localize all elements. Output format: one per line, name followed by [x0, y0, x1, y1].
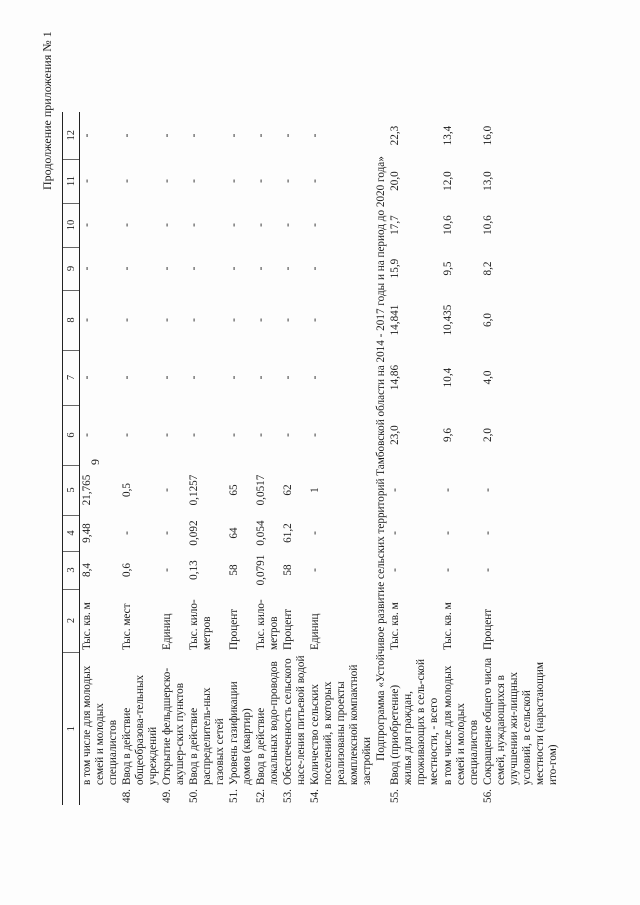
value-cell: 0,0517: [255, 474, 267, 506]
value-cell: -: [121, 433, 133, 437]
indicator-name: Уровень газификации домов (квартир): [228, 681, 253, 786]
value-cell: -: [81, 133, 93, 138]
value-cell: -: [282, 318, 294, 322]
value-cell: -: [188, 266, 200, 271]
value-cell: -: [188, 223, 200, 227]
value-cell: 20,0: [389, 171, 401, 191]
table-row: [187, 112, 227, 805]
value-cell: -: [309, 223, 321, 227]
value-cell: -: [188, 433, 200, 437]
unit-of-measure: Тыс. кв. м: [81, 602, 93, 651]
unit-of-measure: Тыс. кв. м: [389, 602, 401, 651]
value-cell: 8,2: [482, 261, 494, 276]
table-row: [160, 112, 187, 805]
value-cell: -: [309, 531, 321, 535]
value-cell: -: [255, 266, 267, 271]
value-cell: -: [188, 375, 200, 380]
value-cell: 9,48: [81, 523, 93, 543]
value-cell: 0,092: [188, 520, 200, 546]
value-cell: 14,86: [389, 364, 401, 391]
value-cell: 0,0791: [255, 554, 267, 586]
value-cell: 0,13: [188, 560, 200, 580]
value-cell: 4,0: [482, 370, 494, 385]
value-cell: -: [442, 488, 454, 492]
indicator-name: в том числе для молодых семей и молодых специалистов: [442, 665, 480, 786]
value-cell: -: [282, 223, 294, 227]
indicator-name: Сокращение общего числа семей, нуждающихся в улучшении жи-лищных условий, в сельской местности (нарастающим ито-гом): [482, 657, 559, 786]
value-cell: -: [161, 433, 173, 437]
value-cell: -: [309, 133, 321, 138]
row-number: [80, 787, 121, 805]
value-cell: -: [228, 266, 240, 271]
continuation-label: Продолжение приложения № 1: [40, 31, 54, 190]
unit-of-measure: Процент: [228, 608, 240, 651]
value-cell: -: [309, 375, 321, 380]
value-cell: -: [121, 133, 133, 138]
column-header: 10: [63, 203, 80, 247]
value-cell: -: [81, 266, 93, 271]
indicator-name: Открытие фельдшерско-акушер-ских пунктов: [161, 667, 186, 786]
value-cell: -: [282, 133, 294, 138]
value-cell: -: [228, 133, 240, 138]
value-cell: -: [389, 568, 401, 572]
value-cell: -: [255, 318, 267, 322]
unit-of-measure: Тыс. кило-метров: [188, 599, 213, 651]
value-cell: 21,765: [81, 474, 93, 506]
value-cell: 8,4: [81, 563, 93, 578]
value-cell: 58: [282, 564, 294, 576]
indicator-table: [62, 112, 560, 805]
unit-of-measure: Единиц: [309, 613, 321, 651]
column-header: 4: [63, 515, 80, 551]
table-row: [441, 112, 481, 805]
value-cell: 58: [228, 564, 240, 576]
value-cell: 16,0: [482, 125, 494, 146]
row-number: 48.: [121, 789, 133, 803]
value-cell: -: [121, 318, 133, 322]
value-cell: -: [309, 568, 321, 572]
indicator-name: в том числе для молодых семей и молодых специалистов: [81, 665, 119, 786]
value-cell: -: [282, 266, 294, 271]
value-cell: -: [161, 488, 173, 492]
row-number: 56.: [482, 789, 494, 803]
value-cell: -: [81, 433, 93, 437]
row-number: 49.: [161, 789, 173, 803]
value-cell: 9,5: [442, 261, 454, 276]
value-cell: 22,3: [389, 125, 401, 146]
column-header: 1: [63, 652, 80, 805]
unit-of-measure: Единиц: [161, 613, 173, 651]
column-header: 5: [63, 465, 80, 515]
column-header: 6: [63, 405, 80, 465]
column-header: 11: [63, 159, 80, 203]
value-cell: 62: [282, 484, 294, 496]
value-cell: -: [81, 375, 93, 380]
value-cell: 10,4: [442, 367, 454, 388]
column-header: 12: [63, 112, 80, 159]
table-row: [227, 112, 254, 805]
indicator-name: Ввод в действие локальных водо-проводов: [255, 661, 280, 786]
table-body-section-1: [80, 112, 375, 805]
value-cell: 0,6: [121, 563, 133, 578]
subprogram-title: Подпрограмма «Устойчивое развитие сельских территорий Тамбовской области на 2014 - 2017 годы и на период до 2020 года»: [375, 156, 387, 761]
unit-of-measure: Тыс. кв. м: [442, 602, 454, 651]
value-cell: -: [255, 433, 267, 437]
value-cell: -: [442, 531, 454, 535]
unit-of-measure: Тыс. мест: [121, 603, 133, 651]
page-number: 9: [88, 459, 102, 465]
value-cell: -: [228, 433, 240, 437]
value-cell: -: [121, 266, 133, 271]
row-number: 51.: [228, 789, 240, 803]
value-cell: -: [121, 223, 133, 227]
value-cell: -: [482, 531, 494, 535]
subprogram-row: [374, 112, 388, 805]
indicator-name: Ввод (приобретение) жилья для граждан, проживающих в сель-ской местности, - всего: [389, 658, 440, 786]
indicator-name: Количество сельских поселений, в которых реализованы проекты комплексной компактной застройки: [309, 664, 373, 786]
value-cell: -: [309, 266, 321, 271]
value-cell: -: [282, 375, 294, 380]
row-number: 53.: [282, 789, 294, 803]
value-cell: 0,054: [255, 520, 267, 546]
column-header: 9: [63, 247, 80, 290]
row-number: [441, 787, 481, 805]
value-cell: -: [389, 488, 401, 492]
unit-of-measure: Процент: [482, 608, 494, 651]
table-row: [254, 112, 281, 805]
value-cell: -: [389, 531, 401, 535]
value-cell: -: [161, 375, 173, 380]
table-row: [308, 112, 374, 805]
unit-of-measure: Тыс. кило-метров: [255, 599, 280, 651]
value-cell: -: [255, 223, 267, 227]
indicator-name: Ввод в действие распределитель-ных газовых сетей: [188, 687, 226, 786]
value-cell: 12,0: [442, 171, 454, 191]
column-header: 8: [63, 290, 80, 350]
value-cell: -: [228, 179, 240, 183]
value-cell: -: [442, 568, 454, 572]
value-cell: -: [161, 318, 173, 322]
row-number: 52.: [255, 789, 267, 803]
row-number: 55.: [389, 789, 401, 803]
row-number: 54.: [309, 789, 321, 803]
value-cell: -: [255, 179, 267, 183]
table-row: [388, 112, 441, 805]
value-cell: -: [228, 223, 240, 227]
value-cell: 65: [228, 484, 240, 496]
value-cell: -: [482, 488, 494, 492]
value-cell: -: [161, 133, 173, 138]
value-cell: 1: [309, 487, 321, 493]
value-cell: 17,7: [389, 215, 401, 235]
value-cell: 2,0: [482, 428, 494, 443]
value-cell: 13,0: [482, 171, 494, 191]
value-cell: -: [161, 568, 173, 572]
value-cell: 10,6: [482, 215, 494, 235]
table-row: [281, 112, 308, 805]
value-cell: -: [309, 433, 321, 437]
value-cell: -: [309, 179, 321, 183]
value-cell: 0,5: [121, 483, 133, 498]
value-cell: -: [161, 531, 173, 535]
column-header: 7: [63, 350, 80, 405]
row-number: 50.: [188, 789, 200, 803]
value-cell: 0,1257: [188, 474, 200, 506]
value-cell: -: [161, 266, 173, 271]
value-cell: -: [121, 375, 133, 380]
value-cell: 15,9: [389, 258, 401, 279]
value-cell: 61,2: [282, 523, 294, 543]
value-cell: 13,4: [442, 125, 454, 146]
table-row: [120, 112, 160, 805]
value-cell: 14,841: [389, 304, 401, 336]
value-cell: -: [81, 223, 93, 227]
column-header: 2: [63, 589, 80, 652]
table-body-section-2: [388, 112, 560, 805]
value-cell: -: [255, 375, 267, 380]
indicator-name: Обеспеченность сельского насе-ления питьевой водой: [282, 655, 307, 786]
value-cell: -: [188, 133, 200, 138]
value-cell: -: [228, 375, 240, 380]
value-cell: -: [161, 179, 173, 183]
value-cell: 23,0: [389, 425, 401, 445]
table-row: [481, 112, 560, 805]
table-row: [80, 112, 121, 805]
value-cell: -: [121, 531, 133, 535]
value-cell: 10,6: [442, 215, 454, 235]
value-cell: -: [121, 179, 133, 183]
value-cell: -: [255, 133, 267, 138]
unit-of-measure: Процент: [282, 608, 294, 651]
value-cell: 6,0: [482, 313, 494, 328]
column-header: 3: [63, 551, 80, 589]
value-cell: -: [228, 318, 240, 322]
indicator-name: Ввод в действие общеобразова-тельных учреждений: [121, 674, 159, 786]
value-cell: -: [81, 179, 93, 183]
table-header-row: [63, 112, 80, 805]
value-cell: -: [188, 179, 200, 183]
value-cell: 9,6: [442, 428, 454, 443]
value-cell: -: [282, 179, 294, 183]
value-cell: -: [81, 318, 93, 322]
value-cell: 10,435: [442, 304, 454, 336]
value-cell: -: [282, 433, 294, 437]
value-cell: -: [309, 318, 321, 322]
value-cell: 64: [228, 527, 240, 539]
value-cell: -: [161, 223, 173, 227]
value-cell: -: [188, 318, 200, 322]
value-cell: -: [482, 568, 494, 572]
